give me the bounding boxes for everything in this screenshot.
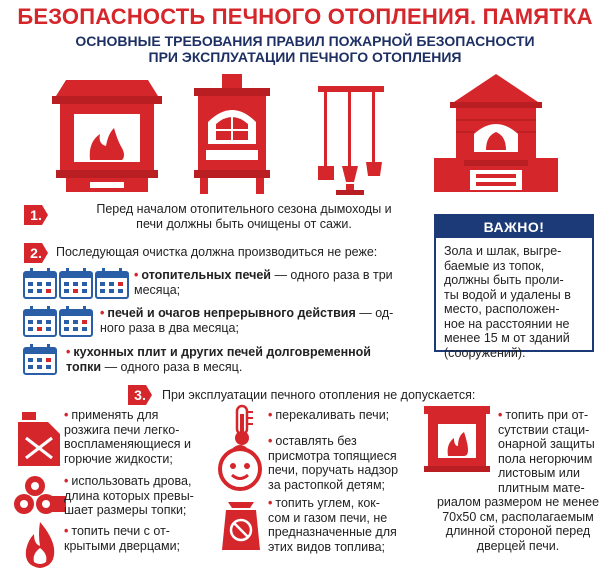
forbid-item-flammable: • применять для розжига печи легко- воспламеняющиеся и горючие жидкости; [64,408,192,466]
section-3-text: При эксплуатации печного отопления не допускается: [162,388,476,402]
forbid-item-coal: • топить углем, кок- сом и газом печи, не предназначенные для этих видов топлива; [268,496,397,554]
thermometer-icon [228,404,256,446]
forbid-item-overheat: • перекаливать печи; [268,408,390,422]
page-subtitle [20,33,590,65]
important-text: Зола и шлак, выгре- баемые из топок, должны быть проли- ты водой и удалены в место, расположен- ное на расстоянии не менее 15 м от зданий (сооружений). [444,244,571,360]
step-number-2: 2. [24,243,48,263]
subtitle-line-1: ОСНОВНЫЕ ТРЕБОВАНИЯ ПРАВИЛ ПОЖАРНОЙ БЕЗОПАСНОСТИ [75,33,535,49]
calendar-icon [22,268,132,305]
child-face-icon [216,444,264,492]
brick-oven-icon [434,74,558,194]
section-2-item-1: • отопительных печей — одного раза в три месяца; [134,268,393,297]
flame-icon [20,520,60,570]
section-1-text: Перед началом отопительного сезона дымоходы и печи должны быть очищены от сажи. [96,202,392,231]
section-2-item-2: • печей и очагов непрерывного действия — од- ного раза в два месяца; [100,306,394,335]
subtitle-line-2: ПРИ ЭКСПЛУАТАЦИИ ПЕЧНОГО ОТОПЛЕНИЯ [148,49,462,65]
page-title: БЕЗОПАСНОСТЬ ПЕЧНОГО ОТОПЛЕНИЯ. ПАМЯТКА [17,4,593,29]
important-box [434,214,594,360]
calendar-icon [22,306,96,343]
forbid-item-floor-protection: • топить при от- сутствии стаци- онарной защиты пола негорючим листовым или плитным мате- [498,408,595,495]
fireplace-icon [52,76,162,194]
calendar-icon [22,344,60,381]
section-2-text: Последующая очистка должна производиться не реже: [56,245,378,259]
fire-tools-icon [306,86,396,196]
important-header: ВАЖНО! [436,216,592,238]
firewood-icon [10,474,68,516]
fireplace-floor-icon [424,406,490,474]
step-number-1: 1. [24,205,48,225]
section-2-item-3: • кухонных плит и других печей долговременной топки — одного раза в месяц. [66,345,371,374]
step-number-3: 3. [128,385,152,405]
forbid-item-unattended: • оставлять без присмотра топящиеся печи, поручать надзор за растопкой детям; [268,434,399,492]
stove-icon [188,74,276,196]
canister-icon [14,412,64,468]
forbid-item-open-doors: • топить печи с от- крытыми дверцами; [64,524,181,553]
forbid-item-floor-protection-cont: риалом размером не менее 70х50 см, располагаемым длинной стороной перед дверцей печи. [436,495,600,553]
coal-bag-icon [220,496,262,552]
forbid-item-firewood: • использовать дрова, длина которых превы- шает размеры топки; [64,474,194,517]
